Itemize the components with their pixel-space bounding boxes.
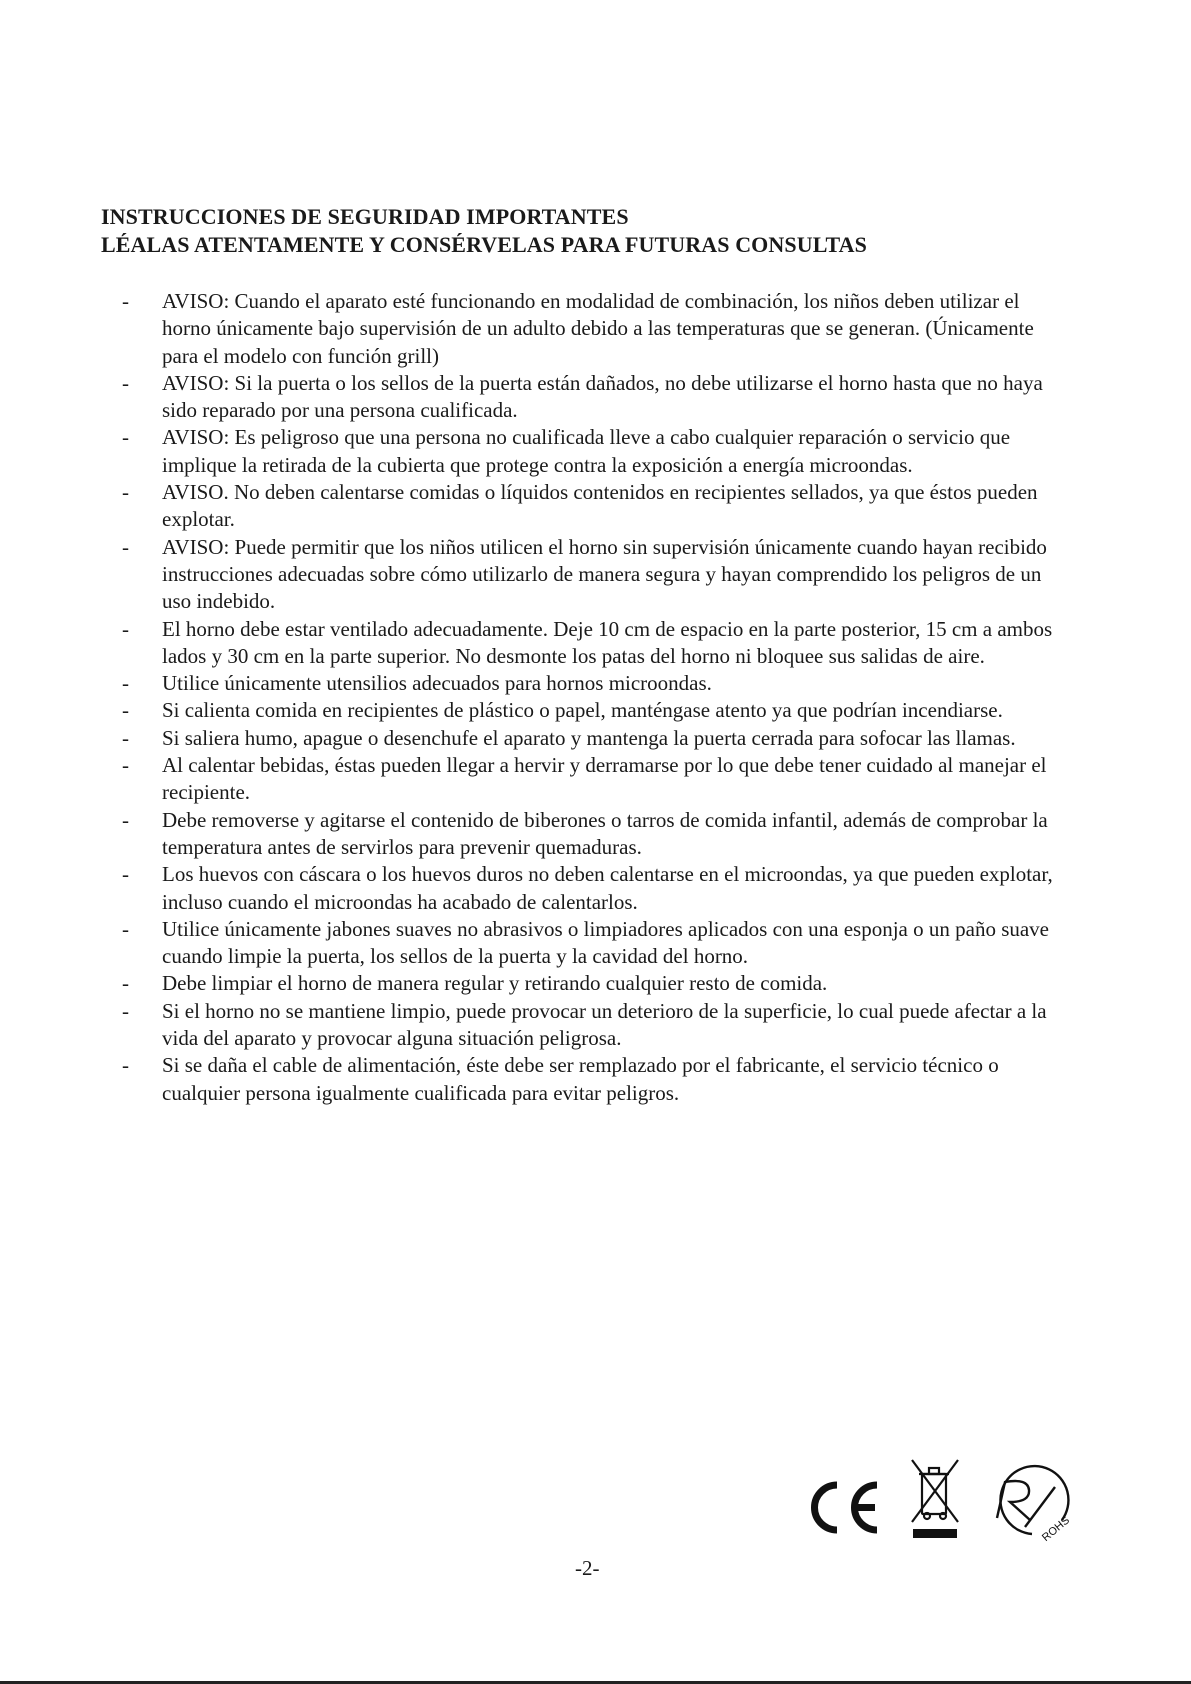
bullet-dash: - [122,916,129,941]
list-item [122,861,1062,916]
page-number: -2- [575,1556,600,1580]
bullet-dash: - [122,480,129,505]
list-item [122,807,1062,862]
list-item [122,725,1062,752]
list-item [122,670,1062,697]
list-item-text: Utilice únicamente utensilios adecuados para hornos microondas. [162,671,712,696]
weee-crossed-bin-icon [912,1460,958,1538]
bullet-dash: - [122,971,129,996]
list-item [122,616,1062,671]
heading-line-2: LÉALAS ATENTAMENTE Y CONSÉRVELAS PARA FUTURAS CONSULTAS [101,232,867,257]
list-item-text: Si el horno no se mantiene limpio, puede provocar un deterioro de la superficie, lo cual puede afectar a la vida del aparato y provocar alguna situación peligrosa. [162,998,1047,1051]
list-item [122,479,1062,534]
list-item [122,1052,1062,1107]
list-item [122,998,1062,1053]
bullet-dash: - [122,1053,129,1078]
certification-marks [800,1452,1080,1547]
bullet-dash: - [122,671,129,696]
bullet-dash: - [122,425,129,450]
list-item-text: AVISO: Es peligroso que una persona no cualificada lleve a cabo cualquier reparación o servicio que implique la retirada de la cubierta que protege contra la exposición a energía microondas. [162,425,1011,477]
bullet-dash: - [122,862,129,887]
list-item [122,288,1062,370]
list-item [122,752,1062,807]
page-heading [101,203,1101,259]
heading-line-1: INSTRUCCIONES DE SEGURIDAD IMPORTANTES [101,204,629,229]
bullet-dash: - [122,998,129,1023]
rohs-label: ROHS [1039,1514,1073,1545]
ce-mark-icon [815,1485,878,1530]
bullet-dash: - [122,289,129,313]
bullet-dash: - [122,616,129,641]
list-item-text: AVISO: Si la puerta o los sellos de la puerta están dañados, no debe utilizarse el horno hasta que no haya sido reparado por una persona cualificada. [162,370,1043,423]
list-item-text: Debe limpiar el horno de manera regular y retirando cualquier resto de comida. [162,971,828,996]
list-item [122,424,1062,479]
list-item [122,970,1062,997]
list-item-text: Al calentar bebidas, éstas pueden llegar a hervir y derramarse por lo que debe tener cuidado al manejar el recipiente. [162,753,1047,805]
list-item-text: Si se daña el cable de alimentación, éste debe ser remplazado por el fabricante, el servicio técnico o cualquier persona igualmente cualificada para evitar peligros. [162,1053,999,1105]
safety-instructions-list [122,288,1062,1107]
list-item-text: Los huevos con cáscara o los huevos duros no deben calentarse en el microondas, ya que pueden explotar, incluso cuando el microondas ha acabado de calentarlos. [162,862,1053,914]
bullet-dash: - [122,534,129,559]
list-item-text: AVISO. No deben calentarse comidas o líquidos contenidos en recipientes sellados, ya que éstos pueden explotar. [162,480,1038,532]
list-item-text: Utilice únicamente jabones suaves no abrasivos o limpiadores aplicados con una esponja o un paño suave cuando limpie la puerta, los sellos de la puerta y la cavidad del horno. [162,916,1050,969]
bullet-dash: - [122,807,129,832]
bullet-dash: - [122,753,129,778]
list-item [122,370,1062,425]
list-item-text: El horno debe estar ventilado adecuadamente. Deje 10 cm de espacio en la parte posterior, 15 cm a ambos lados y 30 cm en la parte superior. No desmonte los patas del horno ni bloquee sus salidas de aire. [162,616,1053,668]
bullet-dash: - [122,725,129,750]
rohs-mark-icon [997,1466,1072,1544]
list-item-text: AVISO: Cuando el aparato esté funcionando en modalidad de combinación, los niños deben utilizar el horno únicamente bajo supervisión de un adulto debido a las temperaturas que se generan. (Únicamente para el modelo con función grill) [162,289,1034,368]
list-item-text: Si saliera humo, apague o desenchufe el aparato y mantenga la puerta cerrada para sofocar las llamas. [162,725,1016,750]
list-item-text: Si calienta comida en recipientes de plástico o papel, manténgase atento ya que podrían incendiarse. [162,698,1003,723]
list-item [122,916,1062,971]
list-item-text: Debe removerse y agitarse el contenido de biberones o tarros de comida infantil, además de comprobar la temperatura antes de servirlos para prevenir quemaduras. [162,807,1048,859]
list-item [122,697,1062,724]
bullet-dash: - [122,698,129,723]
list-item [122,534,1062,616]
list-item-text: AVISO: Puede permitir que los niños utilicen el horno sin supervisión únicamente cuando hayan recibido instrucciones adecuadas sobre cómo utilizarlo de manera segura y hayan comprendido los peligros de un uso indebido. [162,534,1047,614]
bullet-dash: - [122,370,129,395]
